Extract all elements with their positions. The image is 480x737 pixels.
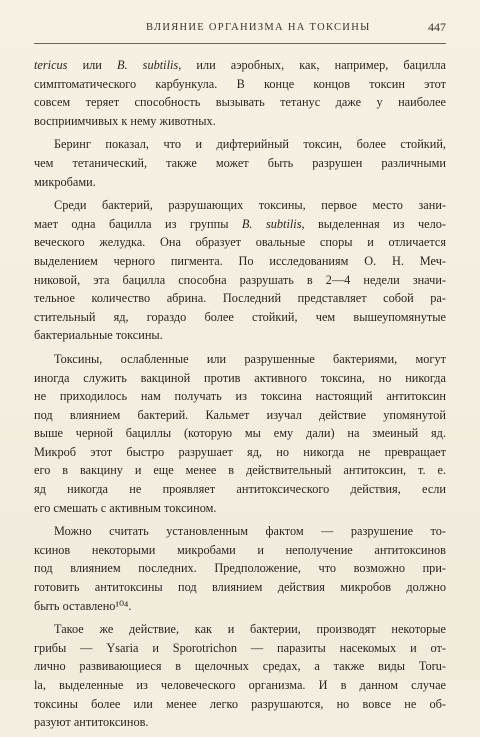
running-title: ВЛИЯНИЕ ОРГАНИЗМА НА ТОКСИНЫ	[146, 22, 371, 33]
text-line: мает одна бацилла из группы B. subtilis, выделенная из чело-	[34, 216, 446, 231]
text-line: микробами.	[34, 174, 96, 189]
text-line: tericus или B. subtilis, или аэробных, как, например, бацилла	[34, 58, 446, 72]
paragraph	[34, 135, 446, 191]
text-line: токсины более или менее легко разрушаются, но вовсе не об-	[34, 696, 446, 711]
text-line: восприимчивых к нему животных.	[34, 113, 216, 128]
text-line: веческого желудка. Она образует овальные споры и отличается	[34, 235, 446, 250]
page-number: 447	[428, 20, 446, 34]
text-line: под влиянием последних. Предположение, что возможно при-	[34, 561, 446, 576]
text-line: выше черной бациллы (которую мы ему дали) на змеиный яд.	[34, 426, 446, 441]
text-line: совсем теряет способность вызывать тетанус даже у наиболее	[34, 95, 446, 110]
text-line: под влиянием бактерий. Кальмет изучал действие упомянутой	[34, 407, 446, 422]
text-line: иногда служить вакциной против активного токсина, но никогда	[34, 370, 446, 385]
text-line: выделением черного пигмента. По исследованиям О. Н. Меч-	[34, 253, 446, 268]
paragraph	[34, 350, 446, 517]
paragraph	[34, 56, 446, 130]
paragraph	[34, 522, 446, 615]
text-line: симптоматического карбункула. В конце концов токсин этот	[34, 76, 446, 91]
text-line: не приходилось нам получать из токсина настоящий антитоксин	[34, 389, 446, 404]
text-line: Микроб этот быстро разрушает яд, но никогда не превращает	[34, 444, 446, 459]
text-line: Можно считать установленным фактом — разрушение то-	[54, 524, 446, 539]
text-line: Такое же действие, как и бактерии, производят некоторые	[54, 622, 446, 637]
text-line: тельное количество абрина. Последний представляет собой ра-	[34, 291, 446, 306]
text-line: чем тетанический, также может быть разрушен различными	[34, 155, 446, 170]
text-line: его смешать с активным токсином.	[34, 500, 217, 515]
text-line: стительный яд, гораздо более стойкий, чем вышеупомянутые	[34, 309, 446, 324]
running-header	[34, 20, 446, 38]
text-line: яд никогда не проявляет антитоксического действия, если	[34, 482, 446, 497]
text-line: Среди бактерий, разрушающих токсины, первое место зани-	[54, 198, 446, 213]
text-line: лично развивающиеся в щелочных средах, а также виды Toru-	[34, 659, 446, 674]
text-line: ксинов некоторыми микробами и неполучение антитоксинов	[34, 542, 446, 557]
paragraph	[34, 620, 446, 732]
text-line: готовить антитоксины под влиянием действия микробов должно	[34, 580, 446, 595]
text-line: быть оставлено¹⁰⁴.	[34, 598, 132, 613]
body-text	[34, 56, 446, 737]
text-line: бактериальные токсины.	[34, 328, 163, 343]
text-line: Беринг показал, что и дифтерийный токсин, более стойкий,	[54, 137, 446, 152]
text-line: грибы — Ysaria и Sporotrichon — паразиты насекомых и от-	[34, 640, 446, 655]
text-line: его в вакцину и еще менее в действительный антитоксин, т. е.	[34, 463, 446, 478]
text-line: никовой, эта бацилла способна разрушать в 2—4 недели значи-	[34, 272, 446, 287]
header-rule	[34, 43, 446, 44]
text-line: разуют антитоксинов.	[34, 715, 149, 730]
paragraph	[34, 196, 446, 345]
text-line: Токсины, ослабленные или разрушенные бактериями, могут	[54, 351, 446, 366]
text-line: la, выделенные из человеческого организма. И в данном случае	[34, 678, 446, 692]
